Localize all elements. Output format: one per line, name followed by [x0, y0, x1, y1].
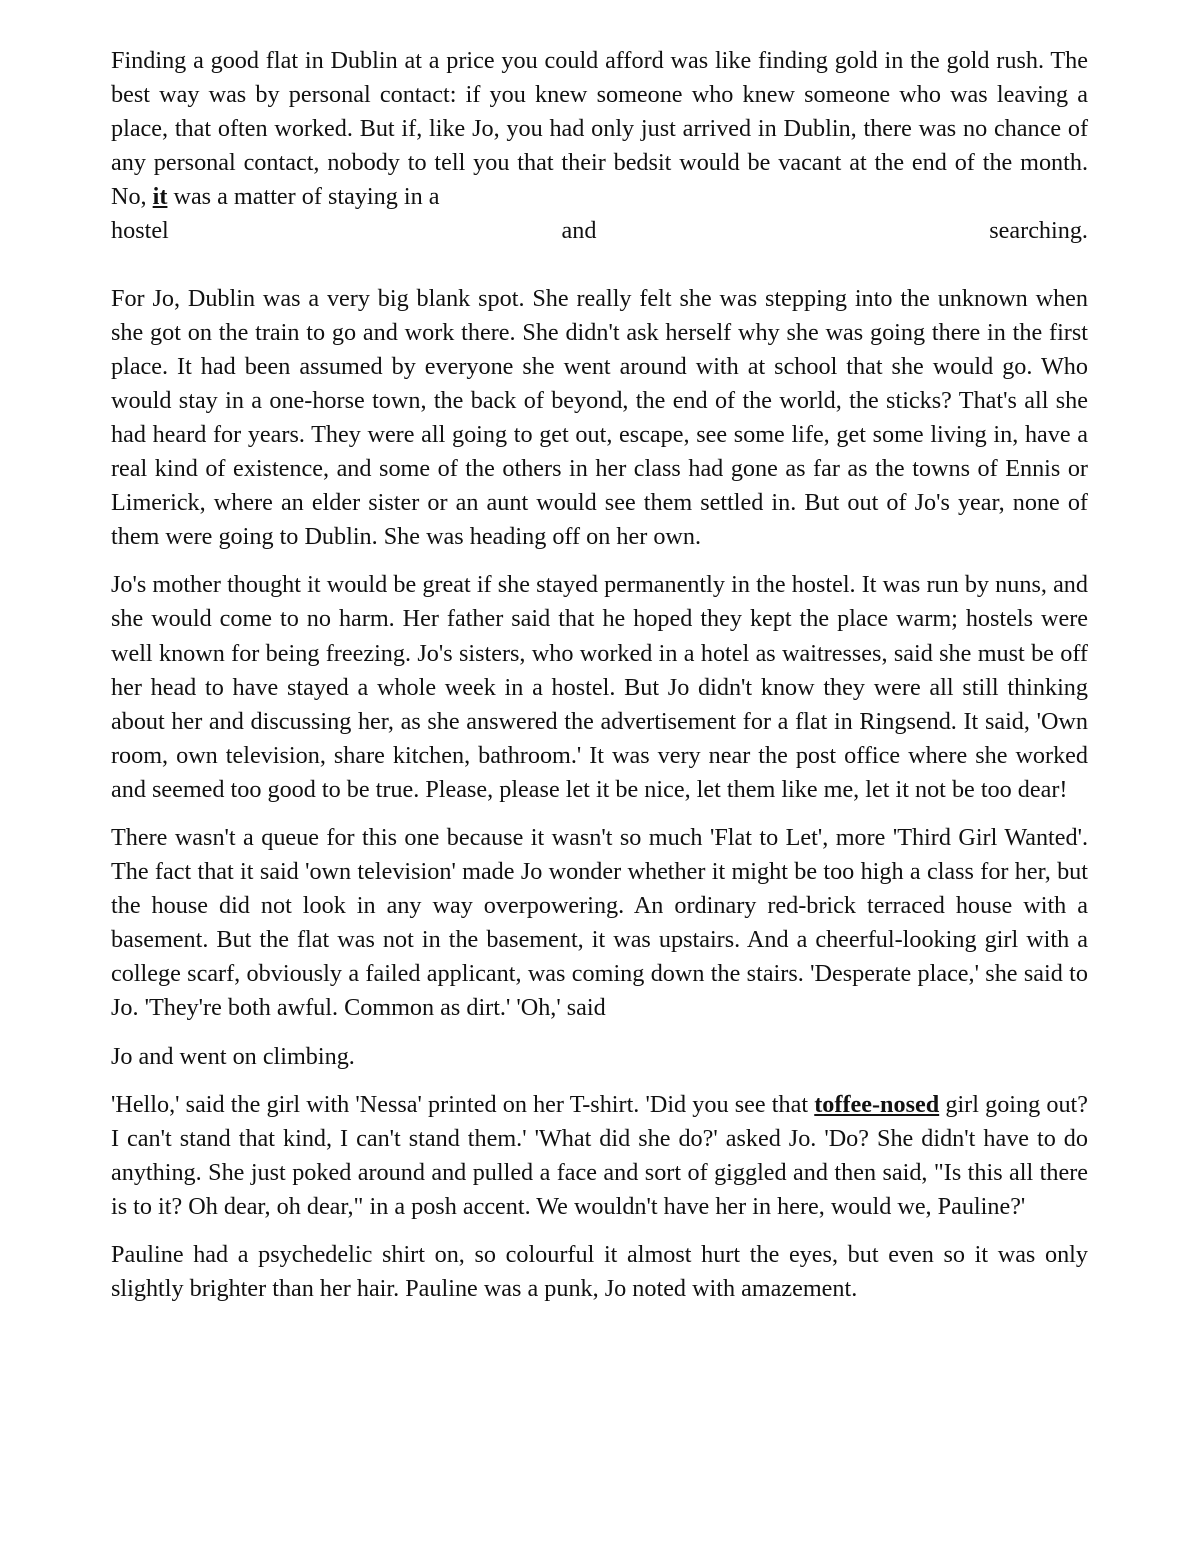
paragraph-2: For Jo, Dublin was a very big blank spot. She really felt she was stepping into the unknown when she got on the train to go and work there. She didn't ask herself why she was going there in the first place. It had been assumed by everyone she went around with at school that she would go. Who would stay in a one-horse town, the back of beyond, the end of the world, the sticks? That's all she had heard for years. They were all going to get out, escape, see some life, get some living in, have a real kind of existence, and some of the others in her class had gone as far as the towns of Ennis or Limerick, where an elder sister or an aunt would see them settled in. But out of Jo's year, none of them were going to Dublin. She was heading off on her own. [111, 284, 1088, 551]
paragraph-1-last-line [111, 214, 1088, 248]
paragraph-5: Jo and went on climbing. [111, 1042, 355, 1070]
paragraph-1 [111, 44, 1088, 249]
emphasized-word-toffee-nosed: toffee-nosed [814, 1090, 940, 1118]
last-line-word-2: and [561, 217, 597, 245]
paragraph-6-tail: girl going out? I can't stand that kind, I can't stand them.' 'What did she do?' asked Jo. 'Do? She didn't have to do anything. She just poked around and pulled a face and sort of giggled and then said, "Is this all there is to it? Oh dear, oh dear," in a posh accent. We wouldn't have her in here, would we, Pauline?' [111, 1090, 1089, 1220]
document-page [111, 44, 1088, 1320]
paragraph-1-tail: was a matter of staying in a [167, 183, 440, 211]
paragraph-3: Jo's mother thought it would be great if she stayed permanently in the hostel. It was run by nuns, and she would come to no harm. Her father said that he hoped they kept the place warm; hostels were well known for being freezing. Jo's sisters, who worked in a hotel as waitresses, said she must be off her head to have stayed a whole week in a hostel. But Jo didn't know they were all still thinking about her and discussing her, as she answered the advertisement for a flat in Ringsend. It said, 'Own room, own television, share kitchen, bathroom.' It was very near the post office where she worked and seemed too good to be true. Please, please let it be nice, let them like me, let it not be too dear! [111, 571, 1088, 803]
paragraph-6-lead: 'Hello,' said the girl with 'Nessa' printed on her T-shirt. 'Did you see that [111, 1090, 815, 1118]
paragraph-6 [111, 1088, 1088, 1224]
last-line-word-1: hostel [111, 217, 169, 245]
paragraph-4: There wasn't a queue for this one because it wasn't so much 'Flat to Let', more 'Third Girl Wanted'. The fact that it said 'own television' made Jo wonder whether it might be too high a class for her, but the house did not look in any way overpowering. An ordinary red-brick terraced house with a basement. But the flat was not in the basement, it was upstairs. And a cheerful-looking girl with a college scarf, obviously a failed applicant, was coming down the stairs. 'Desperate place,' she said to Jo. 'They're both awful. Common as dirt.' 'Oh,' said [111, 823, 1088, 1022]
paragraph-1-lead: Finding a good flat in Dublin at a price you could afford was like finding gold in the gold rush. The best way was by personal contact: if you knew someone who knew someone who was leaving a place, that often worked. But if, like Jo, you had only just arrived in Dublin, there was no chance of any personal contact, nobody to tell you that their bedsit would be vacant at the end of the month. No, [111, 47, 1088, 211]
paragraph-7: Pauline had a psychedelic shirt on, so colourful it almost hurt the eyes, but even so it was only slightly brighter than her hair. Pauline was a punk, Jo noted with amazement. [111, 1241, 1088, 1303]
emphasized-word-it: it [152, 183, 168, 211]
last-line-word-3: searching. [989, 217, 1088, 245]
